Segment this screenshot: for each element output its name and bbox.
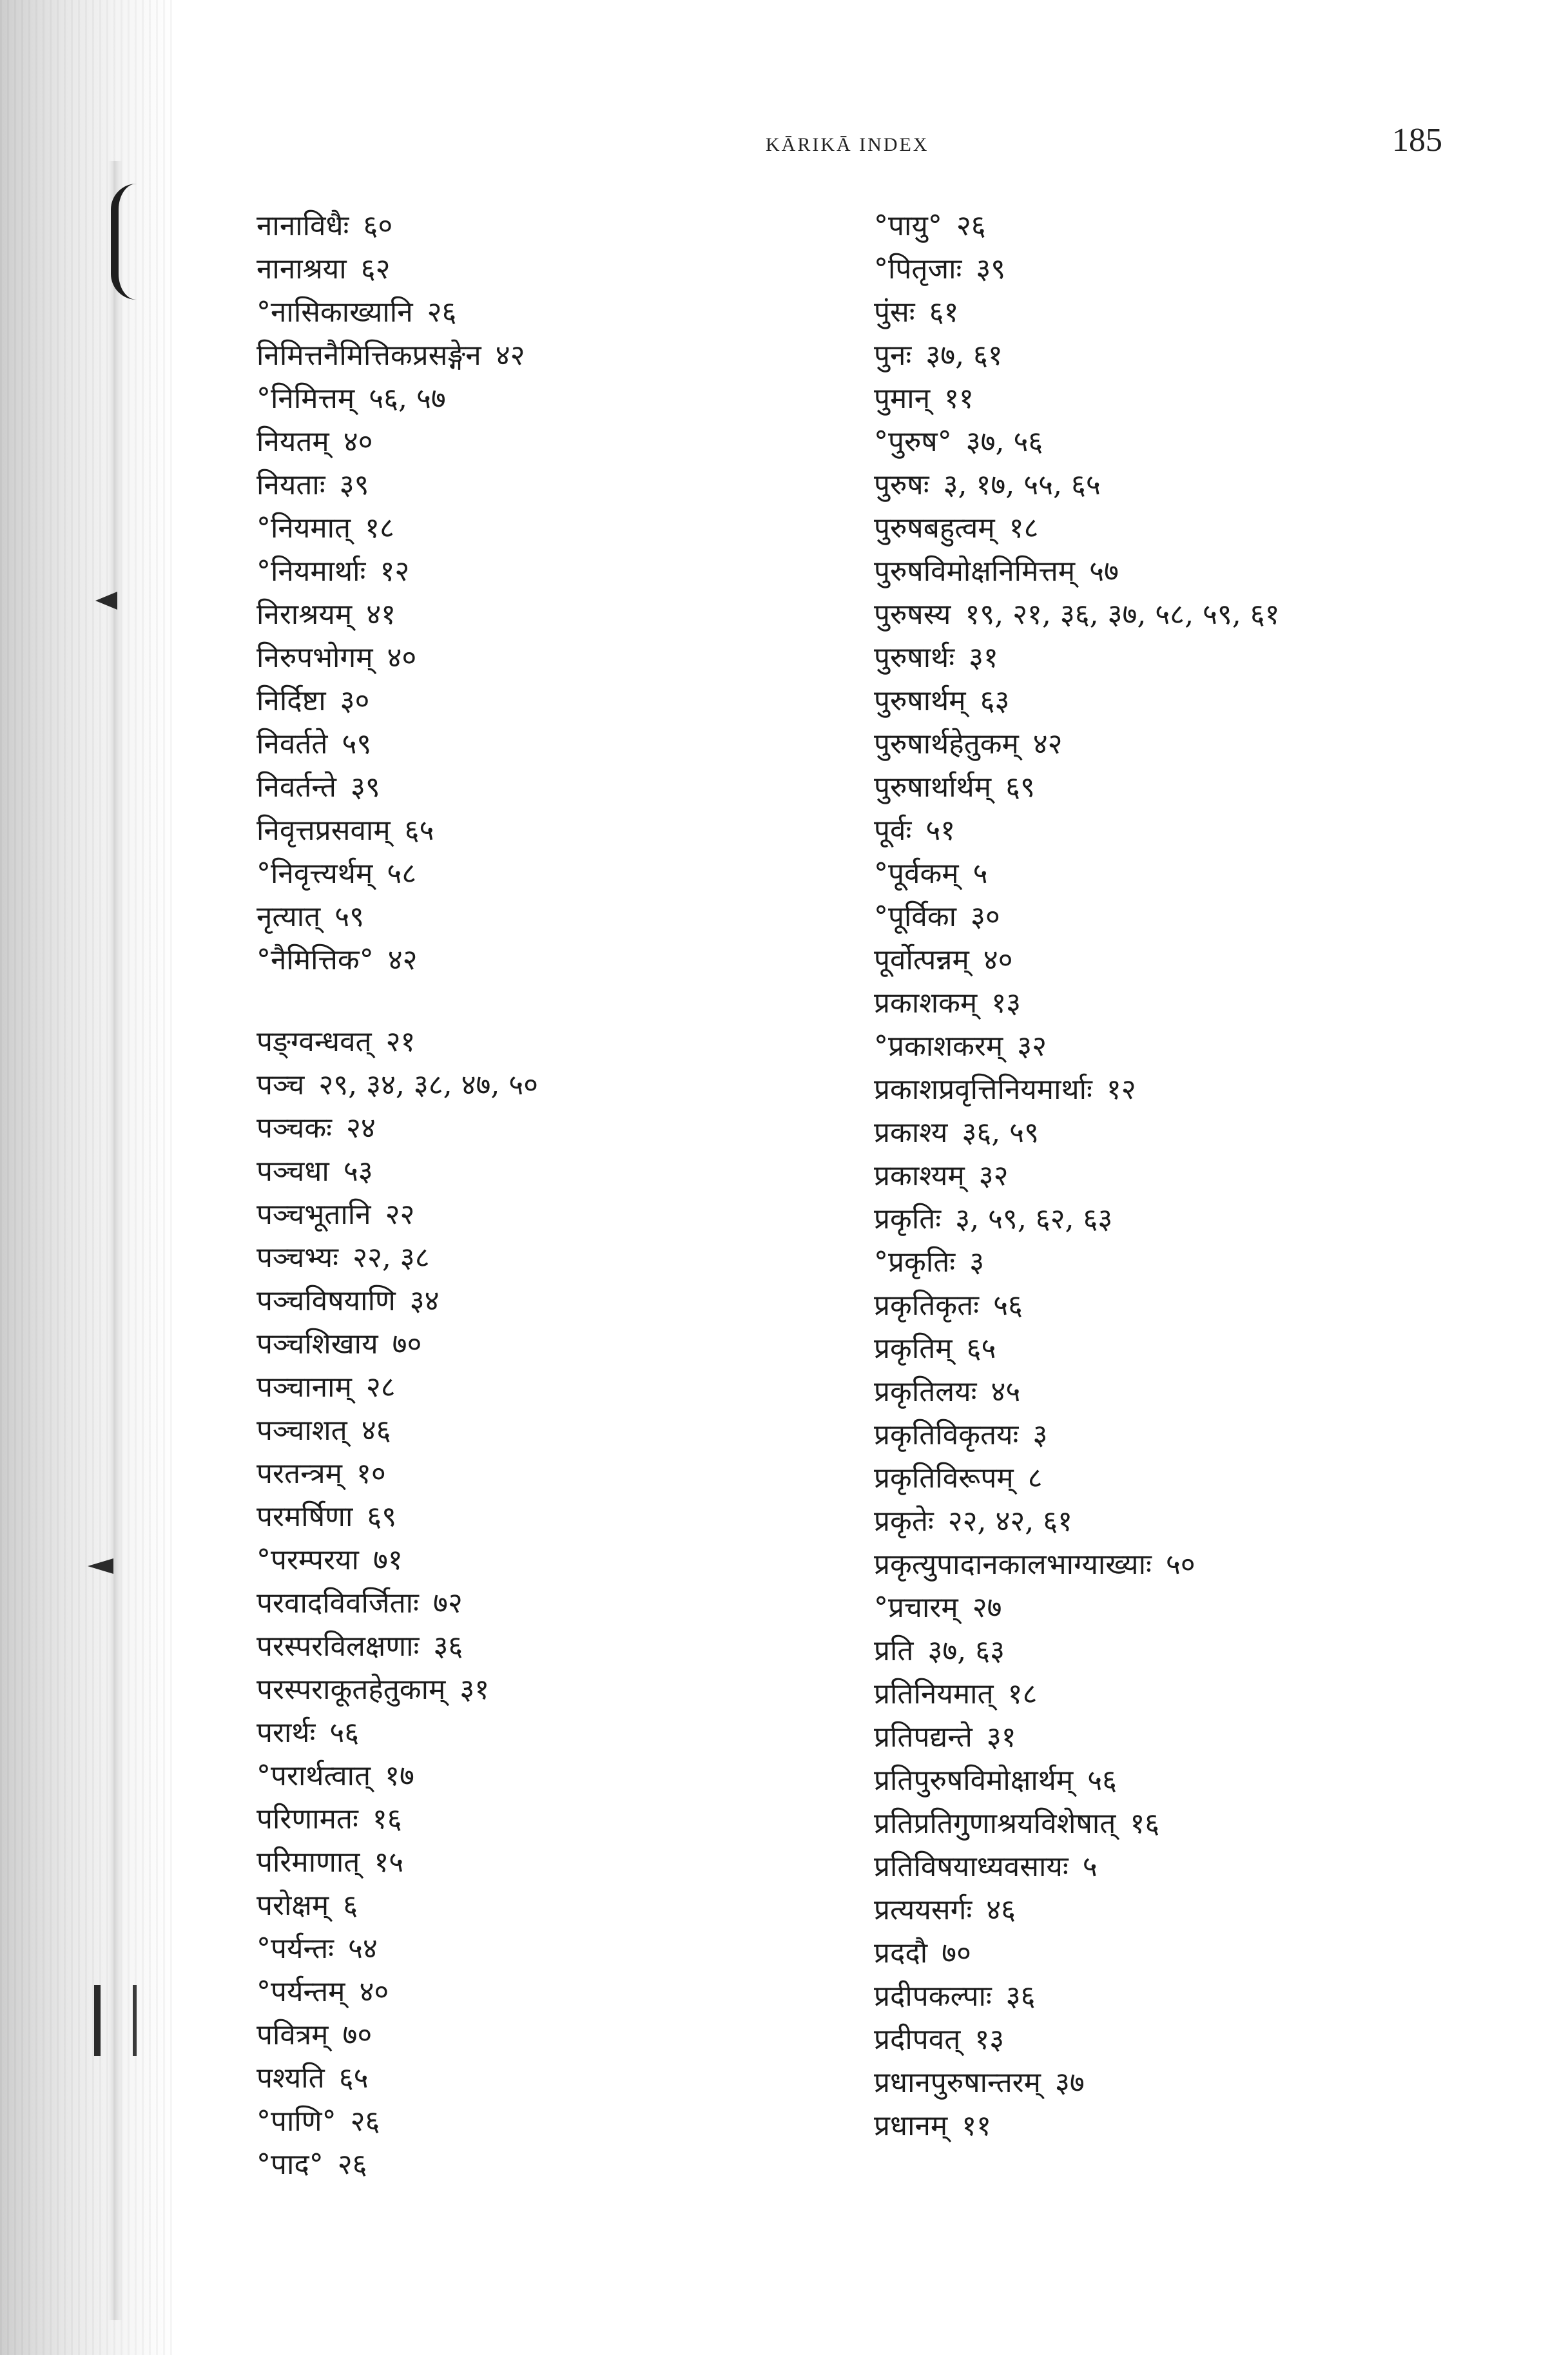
entry-refs: १० — [356, 1457, 386, 1490]
entry-term: प्रकृतिम् — [874, 1332, 953, 1365]
entry-refs: २६ — [956, 209, 986, 242]
entry-refs: ६० — [363, 209, 393, 242]
entry-term: पञ्च — [256, 1069, 305, 1101]
entry-refs: ५७ — [1089, 555, 1119, 588]
index-entry — [874, 291, 1531, 334]
index-entry — [874, 507, 1531, 550]
entry-term: °पुरुष° — [874, 425, 952, 458]
index-entry — [256, 766, 849, 809]
index-entry — [256, 1409, 849, 1452]
entry-refs: १७ — [385, 1759, 414, 1792]
index-entry — [256, 334, 849, 377]
index-entry — [874, 1241, 1531, 1284]
entry-term: पवित्रम् — [256, 2019, 329, 2051]
entry-refs: ७० — [392, 1328, 422, 1361]
entry-term: प्रकृतिविकृतयः — [874, 1419, 1019, 1451]
entry-term: °पर्यन्तः — [256, 1932, 334, 1965]
index-entry — [256, 1711, 849, 1754]
entry-term: नानाविधैः — [256, 209, 349, 242]
entry-refs: १८ — [365, 512, 394, 545]
entry-term: नियतम् — [256, 425, 329, 458]
entry-term: पुरुषस्य — [874, 598, 951, 631]
index-entry — [256, 420, 849, 463]
entry-refs: १५ — [374, 1846, 404, 1879]
index-entry — [874, 722, 1531, 766]
index-entry — [874, 1672, 1531, 1716]
entry-term: °निमित्तम् — [256, 382, 355, 415]
entry-term: निवृत्तप्रसवाम् — [256, 814, 391, 847]
entry-term: °पूर्विका — [874, 900, 957, 933]
page-number: 185 — [1392, 122, 1442, 159]
index-entry — [256, 852, 849, 895]
entry-term: प्रतिनियमात् — [874, 1678, 994, 1711]
entry-refs: ४० — [387, 641, 417, 674]
entry-term: °परार्थत्वात् — [256, 1759, 371, 1792]
index-entry — [874, 1975, 1531, 2018]
entry-refs: ४२ — [495, 339, 525, 372]
entry-refs: ५ — [1082, 1850, 1098, 1883]
index-entry — [256, 2143, 849, 2186]
index-entry — [874, 982, 1531, 1025]
entry-term: प्रकृतेः — [874, 1505, 934, 1538]
entry-refs: ४२ — [1032, 728, 1063, 761]
entry-group — [874, 204, 1531, 2147]
index-entry — [874, 1413, 1531, 1457]
entry-refs: ३२ — [978, 1159, 1009, 1192]
index-entry — [256, 809, 849, 852]
entry-refs: २८ — [365, 1371, 396, 1404]
entry-refs: ६९ — [1005, 771, 1035, 804]
scan-mark — [95, 592, 117, 610]
entry-term: पञ्चभ्यः — [256, 1241, 339, 1274]
entry-term: परस्पराकूतहेतुकाम् — [256, 1673, 446, 1706]
index-entry — [874, 1888, 1531, 1932]
entry-refs: ७१ — [373, 1544, 403, 1576]
entry-refs: १२ — [380, 555, 410, 588]
index-entry — [874, 1370, 1531, 1413]
index-entry — [256, 895, 849, 938]
entry-term: नानाश्रया — [256, 253, 347, 286]
index-entry — [256, 291, 849, 334]
entry-term: प्रकाश्यम् — [874, 1159, 965, 1192]
right-column — [874, 204, 1531, 2147]
entry-term: प्रधानम् — [874, 2109, 948, 2142]
index-entry — [256, 1841, 849, 1884]
entry-refs: ६९ — [367, 1500, 397, 1533]
index-entry — [874, 852, 1531, 895]
entry-refs: ४२ — [387, 944, 418, 976]
entry-term: प्रकाशकम् — [874, 987, 978, 1020]
entry-term: °प्रचारम् — [874, 1591, 958, 1624]
entry-refs: १६ — [1130, 1807, 1160, 1840]
index-entry — [874, 1586, 1531, 1629]
index-entry — [256, 247, 849, 291]
entry-term: प्रत्ययसर्गः — [874, 1894, 973, 1926]
entry-term: प्रधानपुरुषान्तरम् — [874, 2066, 1041, 2099]
entry-refs: २६ — [337, 2148, 367, 2181]
entry-term: °नैमित्तिक° — [256, 944, 374, 976]
index-entry — [256, 1279, 849, 1323]
index-entry — [256, 1884, 849, 1927]
entry-refs: ४० — [359, 1975, 389, 2008]
index-entry — [256, 204, 849, 247]
entry-term: परवादविवर्जिताः — [256, 1587, 419, 1620]
entry-refs: ३९ — [351, 771, 380, 804]
entry-term: पश्यति — [256, 2062, 325, 2095]
entry-refs: ४५ — [991, 1375, 1021, 1408]
index-entry — [874, 1197, 1531, 1241]
entry-term: °पर्यन्तम् — [256, 1975, 345, 2008]
index-entry — [874, 938, 1531, 982]
index-entry — [256, 377, 849, 420]
entry-term: प्रकाश्य — [874, 1116, 948, 1149]
index-entry — [256, 1063, 849, 1107]
index-entry — [874, 1500, 1531, 1543]
entry-term: परार्थः — [256, 1716, 316, 1749]
entry-refs: २६ — [350, 2105, 380, 2138]
index-entry — [874, 1025, 1531, 1068]
entry-refs: ७० — [942, 1937, 971, 1970]
index-entry — [874, 1802, 1531, 1845]
entry-term: प्रति — [874, 1634, 914, 1667]
index-entry — [256, 507, 849, 550]
scan-mark — [88, 1558, 113, 1574]
index-entry — [874, 1845, 1531, 1888]
index-entry — [256, 550, 849, 593]
entry-refs: २२ — [385, 1198, 415, 1231]
entry-term: °नियमार्थाः — [256, 555, 366, 588]
entry-refs: ६ — [343, 1889, 358, 1922]
entry-term: परिणामतः — [256, 1803, 358, 1836]
entry-refs: ५९ — [342, 728, 372, 761]
running-title: KĀRIKĀ INDEX — [766, 134, 929, 155]
index-entry — [874, 1716, 1531, 1759]
index-entry — [874, 1327, 1531, 1370]
index-entry — [874, 895, 1531, 938]
index-entry — [256, 2057, 849, 2100]
entry-refs: २२, ४२, ६१ — [947, 1505, 1073, 1538]
entry-term: निर्दिष्टा — [256, 684, 326, 717]
index-entry — [874, 334, 1531, 377]
index-entry — [256, 722, 849, 766]
entry-refs: २६ — [427, 296, 457, 329]
index-entry — [256, 1366, 849, 1409]
entry-refs: १८ — [1009, 512, 1039, 545]
entry-refs: ५३ — [343, 1155, 373, 1188]
index-entry — [874, 377, 1531, 420]
entry-term: निवर्तते — [256, 728, 328, 761]
entry-refs: ४६ — [361, 1414, 391, 1447]
entry-refs: ३, १७, ५५, ६५ — [943, 469, 1101, 501]
scan-mark — [94, 1985, 137, 2056]
entry-term: निमित्तनैमित्तिकप्रसङ्गेन — [256, 339, 481, 372]
entry-refs: ६२ — [360, 253, 391, 286]
entry-term: प्रतिविषयाध्यवसायः — [874, 1850, 1069, 1883]
entry-term: °पितृजाः — [874, 253, 962, 286]
entry-refs: ४१ — [366, 598, 396, 631]
index-entry — [256, 1970, 849, 2013]
entry-term: परमर्षिणा — [256, 1500, 353, 1533]
index-entry — [256, 1020, 849, 1063]
index-entry — [874, 1068, 1531, 1111]
entry-term: प्रतिपद्यन्ते — [874, 1721, 973, 1754]
entry-term: प्रकृतिलयः — [874, 1375, 977, 1408]
index-entry — [874, 1932, 1531, 1975]
entry-refs: ६५ — [404, 814, 434, 847]
entry-refs: ५४ — [348, 1932, 378, 1965]
entry-term: पञ्चाशत् — [256, 1414, 347, 1447]
entry-refs: ३४ — [409, 1284, 440, 1317]
entry-term: पुनः — [874, 339, 912, 372]
index-entry — [256, 593, 849, 636]
entry-term: पञ्चशिखाय — [256, 1328, 378, 1361]
index-entry — [874, 1629, 1531, 1672]
entry-term: पञ्चानाम् — [256, 1371, 352, 1404]
index-entry — [256, 1150, 849, 1193]
entry-refs: ३ — [969, 1246, 985, 1279]
entry-refs: ११ — [944, 382, 974, 415]
entry-term: °पाणि° — [256, 2105, 336, 2138]
index-entry — [874, 1111, 1531, 1154]
entry-term: °नियमात् — [256, 512, 351, 545]
index-entry — [874, 679, 1531, 722]
index-entry — [874, 593, 1531, 636]
entry-refs: १८ — [1007, 1678, 1038, 1711]
index-entry — [874, 1154, 1531, 1197]
entry-term: परतन्त्रम् — [256, 1457, 342, 1490]
entry-refs: ११ — [962, 2109, 991, 2142]
entry-refs: ६५ — [338, 2062, 369, 2095]
index-entry — [874, 550, 1531, 593]
entry-refs: ३७, ५६ — [965, 425, 1043, 458]
entry-term: निरुपभोगम् — [256, 641, 373, 674]
index-entry — [874, 247, 1531, 291]
entry-term: निराश्रयम् — [256, 598, 353, 631]
entry-refs: ३६ — [1005, 1980, 1036, 2013]
entry-refs: ३१ — [969, 641, 998, 674]
entry-term: पुरुषार्थार्थम् — [874, 771, 992, 804]
entry-term: पुरुषः — [874, 469, 929, 501]
entry-refs: ३२ — [1017, 1030, 1047, 1063]
scan-margin-shadow — [0, 0, 174, 2355]
index-entry — [874, 2018, 1531, 2061]
entry-term: प्रकाशप्रवृत्तिनियमार्थाः — [874, 1073, 1092, 1106]
entry-term: परोक्षम् — [256, 1889, 329, 1922]
entry-term: पूर्वः — [874, 814, 912, 847]
index-entry — [874, 2104, 1531, 2147]
entry-refs: १३ — [991, 987, 1021, 1020]
entry-term: प्रतिपुरुषविमोक्षार्थम् — [874, 1764, 1074, 1797]
index-entry — [256, 1452, 849, 1495]
entry-term: प्रददौ — [874, 1937, 928, 1970]
entry-refs: १३ — [974, 2023, 1005, 2056]
entry-term: परिमाणात् — [256, 1846, 360, 1879]
index-entry — [874, 1759, 1531, 1802]
entry-term: °नासिकाख्यानि — [256, 296, 413, 329]
entry-term: पञ्चभूतानि — [256, 1198, 371, 1231]
entry-term: प्रकृतिविरूपम् — [874, 1462, 1014, 1495]
index-entry — [874, 204, 1531, 247]
entry-term: पुरुषार्थम् — [874, 684, 966, 717]
index-entry — [256, 1193, 849, 1236]
entry-term: °निवृत्त्यर्थम् — [256, 857, 373, 890]
index-entry — [874, 809, 1531, 852]
entry-refs: ५९ — [334, 900, 364, 933]
entry-refs: ३९ — [976, 253, 1006, 286]
entry-refs: १६ — [372, 1803, 402, 1836]
entry-refs: ४० — [983, 944, 1013, 976]
entry-term: परस्परविलक्षणाः — [256, 1630, 420, 1663]
entry-term: प्रकृत्युपादानकालभाग्याख्याः — [874, 1548, 1152, 1581]
entry-refs: ५८ — [387, 857, 417, 890]
index-entry — [874, 766, 1531, 809]
entry-term: पञ्चधा — [256, 1155, 329, 1188]
index-entry — [256, 1538, 849, 1582]
entry-refs: ३७, ६१ — [925, 339, 1003, 372]
entry-refs: ३६, ५९ — [962, 1116, 1039, 1149]
entry-refs: ८ — [1027, 1462, 1043, 1495]
entry-term: प्रदीपवत् — [874, 2023, 961, 2056]
entry-refs: ५० — [1165, 1548, 1195, 1581]
entry-term: °पूर्वकम् — [874, 857, 959, 890]
entry-refs: ६१ — [929, 296, 959, 329]
entry-refs: ३० — [971, 900, 1000, 933]
entry-term: पञ्चकः — [256, 1112, 333, 1145]
index-entry — [256, 463, 849, 507]
entry-refs: १९, २१, ३६, ३७, ५८, ५९, ६१ — [965, 598, 1280, 631]
entry-refs: ३१ — [460, 1673, 490, 1706]
entry-term: °पाद° — [256, 2148, 324, 2181]
index-entry — [256, 2013, 849, 2057]
entry-term: पङ्ग्वन्धवत् — [256, 1025, 372, 1058]
index-entry — [874, 463, 1531, 507]
entry-refs: ४० — [343, 425, 373, 458]
entry-term: पुंसः — [874, 296, 915, 329]
index-entry — [256, 1625, 849, 1668]
entry-refs: २४ — [346, 1112, 376, 1145]
entry-term: प्रकृतिः — [874, 1203, 942, 1236]
index-entry — [874, 1284, 1531, 1327]
entry-refs: ३९ — [339, 469, 369, 501]
entry-refs: ६५ — [966, 1332, 996, 1365]
entry-term: पुरुषार्थहेतुकम् — [874, 728, 1019, 761]
index-entry — [256, 679, 849, 722]
index-entry — [256, 1582, 849, 1625]
left-column — [256, 204, 849, 2186]
entry-refs: ५६, ५७ — [369, 382, 446, 415]
entry-refs: ५१ — [925, 814, 956, 847]
entry-term: पुमान् — [874, 382, 931, 415]
index-entry — [256, 1107, 849, 1150]
index-entry — [874, 1543, 1531, 1586]
index-entry — [256, 1754, 849, 1798]
entry-refs: ३१ — [986, 1721, 1016, 1754]
entry-refs: २९, ३४, ३८, ४७, ५० — [318, 1069, 539, 1101]
index-entry — [874, 1457, 1531, 1500]
entry-refs: ३७, ६३ — [927, 1634, 1005, 1667]
entry-term: पञ्चविषयाणि — [256, 1284, 396, 1317]
entry-refs: ३ — [1032, 1419, 1048, 1451]
entry-term: पूर्वोत्पन्नम् — [874, 944, 969, 976]
entry-refs: १२ — [1106, 1073, 1136, 1106]
entry-refs: ५६ — [993, 1289, 1023, 1322]
entry-refs: ५ — [973, 857, 988, 890]
entry-group — [256, 1020, 849, 2186]
index-entry — [256, 1668, 849, 1711]
index-entry — [874, 420, 1531, 463]
entry-term: °प्रकाशकरम् — [874, 1030, 1003, 1063]
entry-term: नृत्यात् — [256, 900, 321, 933]
entry-refs: ७० — [342, 2019, 373, 2051]
entry-refs: ३० — [340, 684, 370, 717]
index-entry — [256, 1798, 849, 1841]
index-entry — [256, 636, 849, 679]
entry-term: पुरुषबहुत्वम् — [874, 512, 995, 545]
entry-refs: ६३ — [980, 684, 1010, 717]
entry-group — [256, 204, 849, 982]
entry-refs: ३७ — [1054, 2066, 1085, 2099]
entry-term: प्रतिप्रतिगुणाश्रयविशेषात् — [874, 1807, 1116, 1840]
entry-refs: २२, ३८ — [353, 1241, 430, 1274]
index-entry — [256, 1323, 849, 1366]
entry-refs: २७ — [972, 1591, 1002, 1624]
index-entry — [256, 1236, 849, 1279]
entry-term: °पायु° — [874, 209, 942, 242]
entry-term: पुरुषविमोक्षनिमित्तम् — [874, 555, 1076, 588]
entry-refs: ३, ५९, ६२, ६३ — [955, 1203, 1113, 1236]
index-entry — [256, 938, 849, 982]
entry-refs: ५६ — [1087, 1764, 1117, 1797]
entry-refs: ४६ — [986, 1894, 1016, 1926]
index-entry — [874, 2061, 1531, 2104]
entry-term: पुरुषार्थः — [874, 641, 955, 674]
index-entry — [874, 636, 1531, 679]
entry-term: प्रदीपकल्पाः — [874, 1980, 992, 2013]
entry-refs: ७२ — [432, 1587, 463, 1620]
entry-term: °प्रकृतिः — [874, 1246, 956, 1279]
entry-refs: ५६ — [329, 1716, 360, 1749]
scan-mark — [111, 184, 144, 300]
entry-refs: ३६ — [433, 1630, 463, 1663]
entry-term: नियताः — [256, 469, 325, 501]
index-entry — [256, 2100, 849, 2143]
entry-term: निवर्तन्ते — [256, 771, 336, 804]
entry-refs: २१ — [385, 1025, 416, 1058]
entry-term: °परम्परया — [256, 1544, 359, 1576]
entry-term: प्रकृतिकृतः — [874, 1289, 980, 1322]
index-entry — [256, 1927, 849, 1970]
index-entry — [256, 1495, 849, 1538]
